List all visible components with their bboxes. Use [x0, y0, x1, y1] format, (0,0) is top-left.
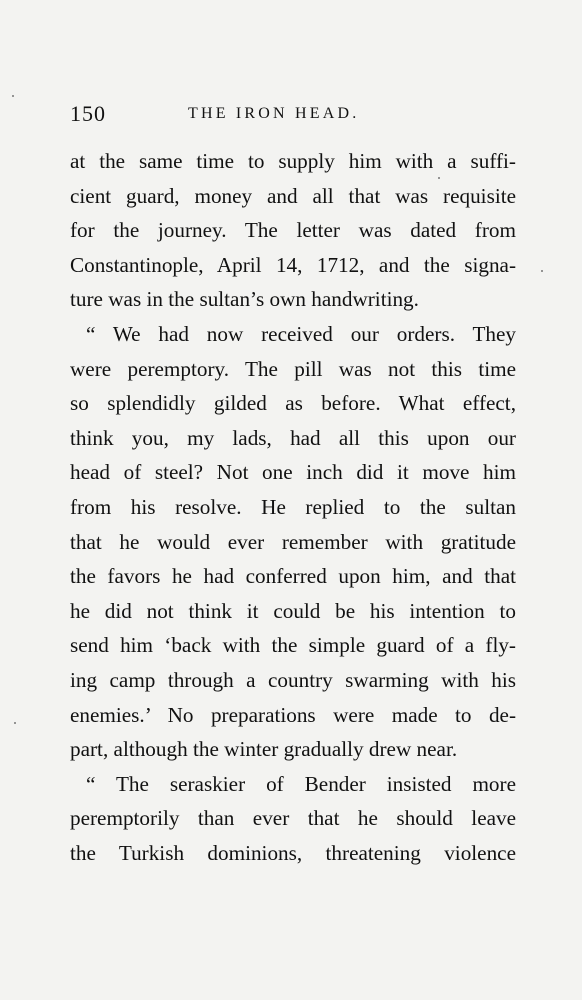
text-line: think you, my lads, had all this upon our [70, 425, 516, 450]
text-line: “ We had now received our orders. They [86, 321, 516, 346]
ink-speck [12, 95, 14, 97]
page-header [70, 101, 516, 129]
text-line: Constantinople, April 14, 1712, and the signa- [70, 252, 516, 277]
text-line: the favors he had conferred upon him, and that [70, 564, 516, 589]
text-line: peremptorily than ever that he should leave [70, 806, 516, 831]
text-line: for the journey. The letter was dated from [70, 218, 516, 243]
text-line: ture was in the sultan’s own handwriting. [70, 287, 419, 312]
text-line: were peremptory. The pill was not this time [70, 356, 516, 381]
text-line: cient guard, money and all that was requisite [70, 183, 516, 208]
text-line: from his resolve. He replied to the sultan [70, 494, 516, 519]
text-line: he did not think it could be his intention to [70, 598, 516, 623]
text-line: head of steel? Not one inch did it move him [70, 460, 516, 485]
text-line: at the same time to supply him with a suffi- [70, 149, 516, 173]
text-line: part, although the winter gradually drew near. [70, 737, 458, 762]
text-line: enemies.’ No preparations were made to de- [70, 702, 516, 727]
ink-speck [541, 270, 543, 272]
text-line: ing camp through a country swarming with his [70, 667, 516, 692]
page-number: 150 [70, 101, 106, 126]
text-line: “ The seraskier of Bender insisted more [86, 771, 516, 796]
text-line: so splendidly gilded as before. What effect, [70, 391, 516, 416]
body-text [70, 144, 516, 870]
ink-speck [14, 722, 16, 724]
text-line: that he would ever remember with gratitude [70, 529, 516, 554]
running-title: THE IRON HEAD. [188, 105, 360, 122]
ink-speck [438, 177, 440, 179]
text-line: the Turkish dominions, threatening violence [70, 840, 516, 865]
text-line: send him ‘back with the simple guard of a fly- [70, 633, 516, 658]
